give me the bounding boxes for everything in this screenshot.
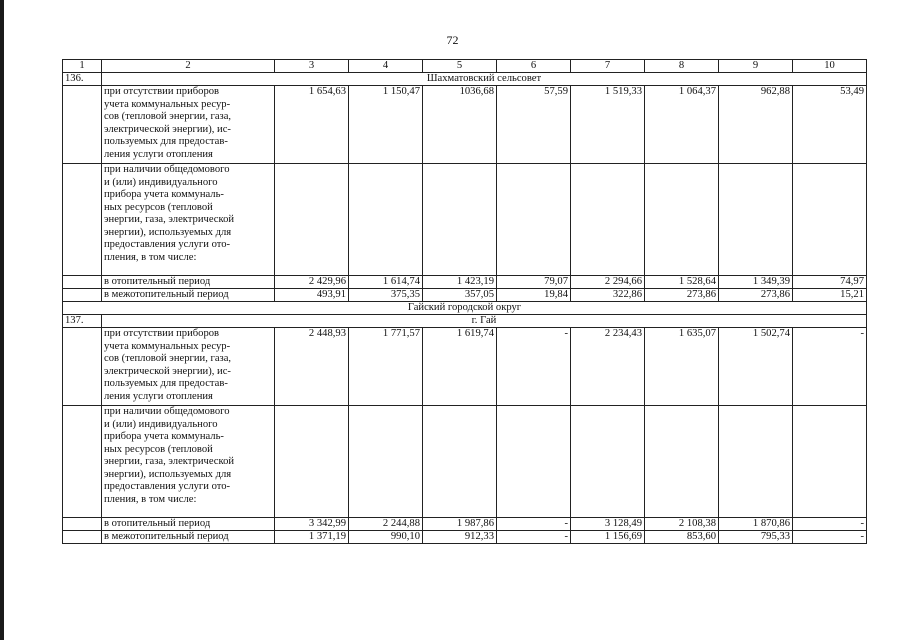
value-cell: 74,97 xyxy=(793,276,867,289)
value-cell: 1 064,37 xyxy=(645,86,719,164)
value-cell: 357,05 xyxy=(423,289,497,302)
value-cell: - xyxy=(497,518,571,531)
table-row xyxy=(63,518,867,531)
value-cell: 2 294,66 xyxy=(571,276,645,289)
column-number: 3 xyxy=(275,60,349,73)
value-cell: - xyxy=(793,531,867,544)
table-row xyxy=(63,289,867,302)
row-description: в межотопительный период xyxy=(102,289,275,302)
table-row xyxy=(63,328,867,406)
value-cell: - xyxy=(793,518,867,531)
section-name: Шахматовский сельсовет xyxy=(102,73,867,86)
value-cell: 79,07 xyxy=(497,276,571,289)
value-cell: 3 128,49 xyxy=(571,518,645,531)
row-description: при отсутствии приборов учета коммунальных ресур- сов (тепловой энергии, газа, электрической энергии), ис- пользуемых для предостав- ления услуги отопления xyxy=(102,86,275,164)
value-cell: 912,33 xyxy=(423,531,497,544)
row-description: при отсутствии приборов учета коммунальных ресур- сов (тепловой энергии, газа, электрической энергии), ис- пользуемых для предостав- ления услуги отопления xyxy=(102,328,275,406)
value-cell: 1036,68 xyxy=(423,86,497,164)
value-cell: 2 429,96 xyxy=(275,276,349,289)
column-number: 5 xyxy=(423,60,497,73)
table-row xyxy=(63,531,867,544)
value-cell: 1 156,69 xyxy=(571,531,645,544)
row-description: при наличии общедомового и (или) индивидуального прибора учета коммуналь- ных ресурсов (тепловой энергии, газа, электрической энергии), используемых для предоставления услуги ото- пления, в том числе: xyxy=(102,164,275,276)
district-header-row xyxy=(63,302,867,315)
column-number: 4 xyxy=(349,60,423,73)
value-cell: - xyxy=(497,531,571,544)
value-cell: 795,33 xyxy=(719,531,793,544)
row-description: в отопительный период xyxy=(102,276,275,289)
row-description: в межотопительный период xyxy=(102,531,275,544)
section-header-row xyxy=(63,73,867,86)
column-number-row xyxy=(63,60,867,73)
column-number: 1 xyxy=(63,60,102,73)
district-name: Гайский городской округ xyxy=(63,302,867,315)
section-number: 137. xyxy=(63,315,102,328)
section-number: 136. xyxy=(63,73,102,86)
column-number: 2 xyxy=(102,60,275,73)
value-cell: 1 987,86 xyxy=(423,518,497,531)
value-cell: 1 423,19 xyxy=(423,276,497,289)
value-cell: 1 614,74 xyxy=(349,276,423,289)
value-cell: 273,86 xyxy=(719,289,793,302)
table-row xyxy=(63,164,867,276)
value-cell: 2 108,38 xyxy=(645,518,719,531)
value-cell: 990,10 xyxy=(349,531,423,544)
column-number: 8 xyxy=(645,60,719,73)
value-cell: 2 244,88 xyxy=(349,518,423,531)
value-cell: 19,84 xyxy=(497,289,571,302)
value-cell: - xyxy=(793,328,867,406)
value-cell: 1 150,47 xyxy=(349,86,423,164)
value-cell: 1 519,33 xyxy=(571,86,645,164)
value-cell: 853,60 xyxy=(645,531,719,544)
value-cell: 1 870,86 xyxy=(719,518,793,531)
column-number: 10 xyxy=(793,60,867,73)
value-cell: 1 502,74 xyxy=(719,328,793,406)
value-cell: 53,49 xyxy=(793,86,867,164)
section-header-row xyxy=(63,315,867,328)
value-cell: 3 342,99 xyxy=(275,518,349,531)
value-cell: - xyxy=(497,328,571,406)
column-number: 7 xyxy=(571,60,645,73)
page-edge-bar xyxy=(0,0,4,640)
value-cell: 1 654,63 xyxy=(275,86,349,164)
value-cell: 375,35 xyxy=(349,289,423,302)
row-description: в отопительный период xyxy=(102,518,275,531)
value-cell: 57,59 xyxy=(497,86,571,164)
value-cell: 1 635,07 xyxy=(645,328,719,406)
value-cell: 1 619,74 xyxy=(423,328,497,406)
table-row xyxy=(63,276,867,289)
column-number: 9 xyxy=(719,60,793,73)
value-cell: 273,86 xyxy=(645,289,719,302)
table-row xyxy=(63,406,867,518)
column-number: 6 xyxy=(497,60,571,73)
tariff-table xyxy=(62,59,867,544)
row-description: при наличии общедомового и (или) индивидуального прибора учета коммуналь- ных ресурсов (тепловой энергии, газа, электрической энергии), используемых для предоставления услуги ото- пления, в том числе: xyxy=(102,406,275,518)
value-cell: 962,88 xyxy=(719,86,793,164)
value-cell: 322,86 xyxy=(571,289,645,302)
value-cell: 1 349,39 xyxy=(719,276,793,289)
value-cell: 1 371,19 xyxy=(275,531,349,544)
value-cell: 2 234,43 xyxy=(571,328,645,406)
page-number: 72 xyxy=(446,33,459,47)
value-cell: 1 771,57 xyxy=(349,328,423,406)
value-cell: 15,21 xyxy=(793,289,867,302)
value-cell: 493,91 xyxy=(275,289,349,302)
table-row xyxy=(63,86,867,164)
value-cell: 1 528,64 xyxy=(645,276,719,289)
section-name: г. Гай xyxy=(102,315,867,328)
value-cell: 2 448,93 xyxy=(275,328,349,406)
